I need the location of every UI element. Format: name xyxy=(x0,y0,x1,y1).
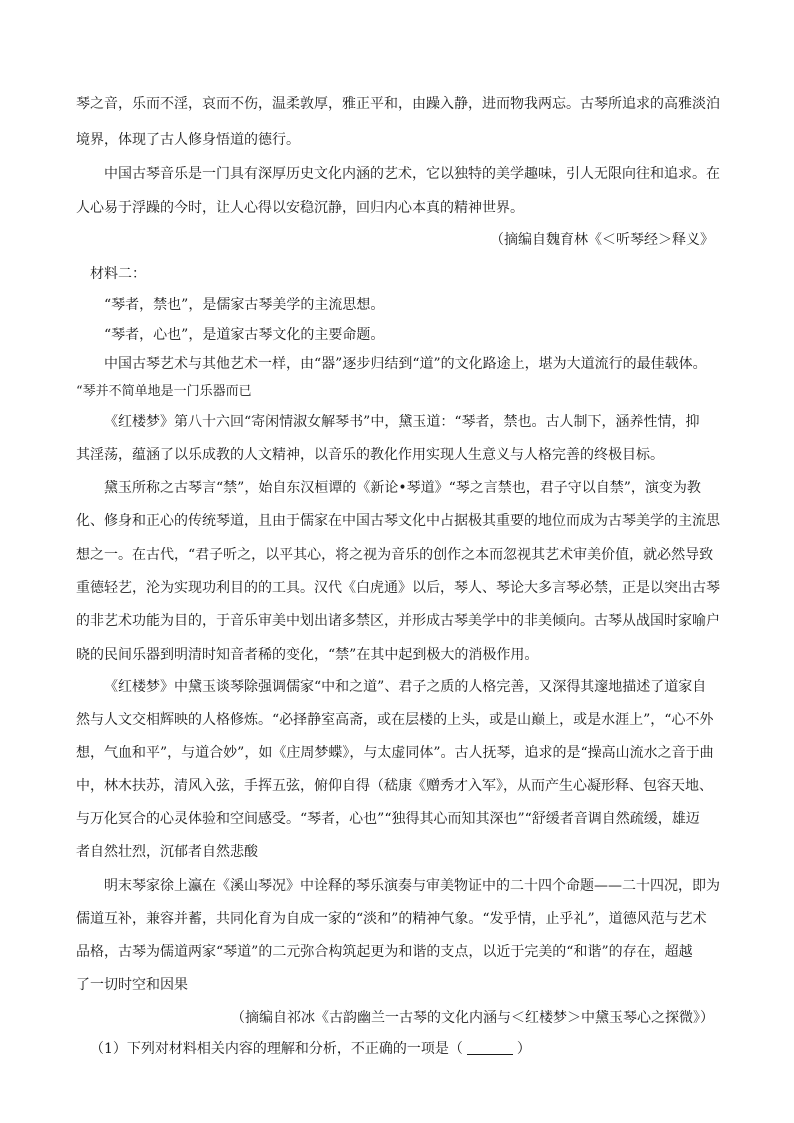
paragraph-line: 者自然壮烈，沉郁者自然悲酸 xyxy=(76,844,258,860)
paragraph-line: 化、修身和正心的传统琴道，且由于儒家在中国古琴文化中占据极其重要的地位而成为古琴美学的主流思 xyxy=(76,513,720,529)
paragraph-line: 的非艺术功能为目的，于音乐审美中划出诸多禁区，并形成古琴美学中的非美倾向。古琴从战国时家喻户 xyxy=(76,613,720,629)
paragraph-line: 想，气血和平”，与道合妙”，如《庄周梦蝶》，与太虚同体”。古人抚琴，追求的是“操高山流水之音于曲 xyxy=(76,745,714,761)
paragraph-line: 《红楼梦》第八十六回“寄闲情淑女解琴书”中，黛玉道：“琴者，禁也。古人制下，涵养性情，抑 xyxy=(104,414,700,430)
paragraph-line: 了一切时空和因果 xyxy=(76,977,188,993)
paragraph-line: 其淫荡，蕴涵了以乐成教的人文精神，以音乐的教化作用实现人生意义与人格完善的终极目标。 xyxy=(76,447,664,463)
paragraph-line: 中国古琴音乐是一门具有深厚历史文化内涵的艺术，它以独特的美学趣味，引人无限向往和追求。在 xyxy=(104,166,720,182)
paragraph-line: 重德轻艺，沦为实现功利目的的工具。汉代《白虎通》以后，琴人、琴论大多言琴必禁，正是以突出古琴 xyxy=(76,580,720,596)
paragraph-line: 人心易于浮躁的今时，让人心得以安稳沉静，回归内心本真的精神世界。 xyxy=(76,200,524,216)
paragraph-line: “琴并不简单地是一门乐器而已 xyxy=(76,384,252,399)
paragraph-line: “琴者，心也”，是道家古琴文化的主要命题。 xyxy=(104,327,385,343)
source-citation: （摘编自魏育林《＜听琴经＞释义》 xyxy=(490,232,714,248)
paragraph-line: 想之一。在古代，“君子听之，以平其心，将之视为音乐的创作之本而忽视其艺术审美价值，就必然导致 xyxy=(76,547,714,563)
paragraph-line: 与万化冥合的心灵体验和空间感受。“琴者，心也”“独得其心而知其深也”“舒缓者音调自然疏缓，雄迈 xyxy=(76,811,700,827)
paragraph-line: 琴之音，乐而不淫，哀而不伤，温柔敦厚，雅正平和，由躁入静，进而物我两忘。古琴所追求的高雅淡泊 xyxy=(76,96,720,112)
paragraph-line: 境界，体现了古人修身悟道的德行。 xyxy=(76,132,300,148)
source-citation: （摘编自祁冰《古韵幽兰一古琴的文化内涵与＜红楼梦＞中黛玉琴心之探微》） xyxy=(231,1010,714,1026)
answer-blank[interactable] xyxy=(467,1040,513,1055)
question-line xyxy=(90,1039,726,1059)
paragraph-line: 黛玉所称之古琴言“禁”，始自东汉桓谭的《新论•琴道》“琴之言禁也，君子守以自禁”，演变为教 xyxy=(104,480,701,496)
paragraph-line: 品格，古琴为儒道两家“琴道”的二元弥合构筑起更为和谐的支点，以近于完美的“和谐”的存在，超越 xyxy=(76,944,693,960)
paragraph-line: 中，林木扶苏，清风入弦，手挥五弦，俯仰自得（嵇康《赠秀才入军》，从而产生心凝形释、包容天地、 xyxy=(76,778,713,794)
section-label: 材料二： xyxy=(90,266,146,282)
question-close: ） xyxy=(516,1041,531,1057)
paragraph-line: 然与人文交相辉映的人格修炼。“必择静室高斋，或在层楼的上头，或是山巅上，或是水涯上”，“心不外 xyxy=(76,712,714,728)
paragraph-line: “琴者，禁也”，是儒家古琴美学的主流思想。 xyxy=(104,297,385,313)
paragraph-line: 《红楼梦》中黛玉谈琴除强调儒家“中和之道”、君子之质的人格完善，又深得其邃地描述了道家自 xyxy=(104,679,707,695)
paragraph-line: 中国古琴艺术与其他艺术一样，由“器”逐步归结到“道”的文化路途上，堪为大道流行的最佳载体。 xyxy=(104,356,707,372)
paragraph-line: 晓的民间乐器到明清时知音者稀的变化，“禁”在其中起到极大的消极作用。 xyxy=(76,647,539,663)
paragraph-line: 儒道互补，兼容并蓄，共同化育为自成一家的“淡和”的精神气象。“发乎情，止乎礼”，道德风范与艺术 xyxy=(76,911,707,927)
question-text: （1）下列对材料相关内容的理解和分析，不正确的一项是（ xyxy=(90,1041,463,1057)
paragraph-line: 明末琴家徐上瀛在《溪山琴况》中诠释的琴乐演奏与审美物证中的二十四个命题——二十四况，即为 xyxy=(104,878,720,894)
